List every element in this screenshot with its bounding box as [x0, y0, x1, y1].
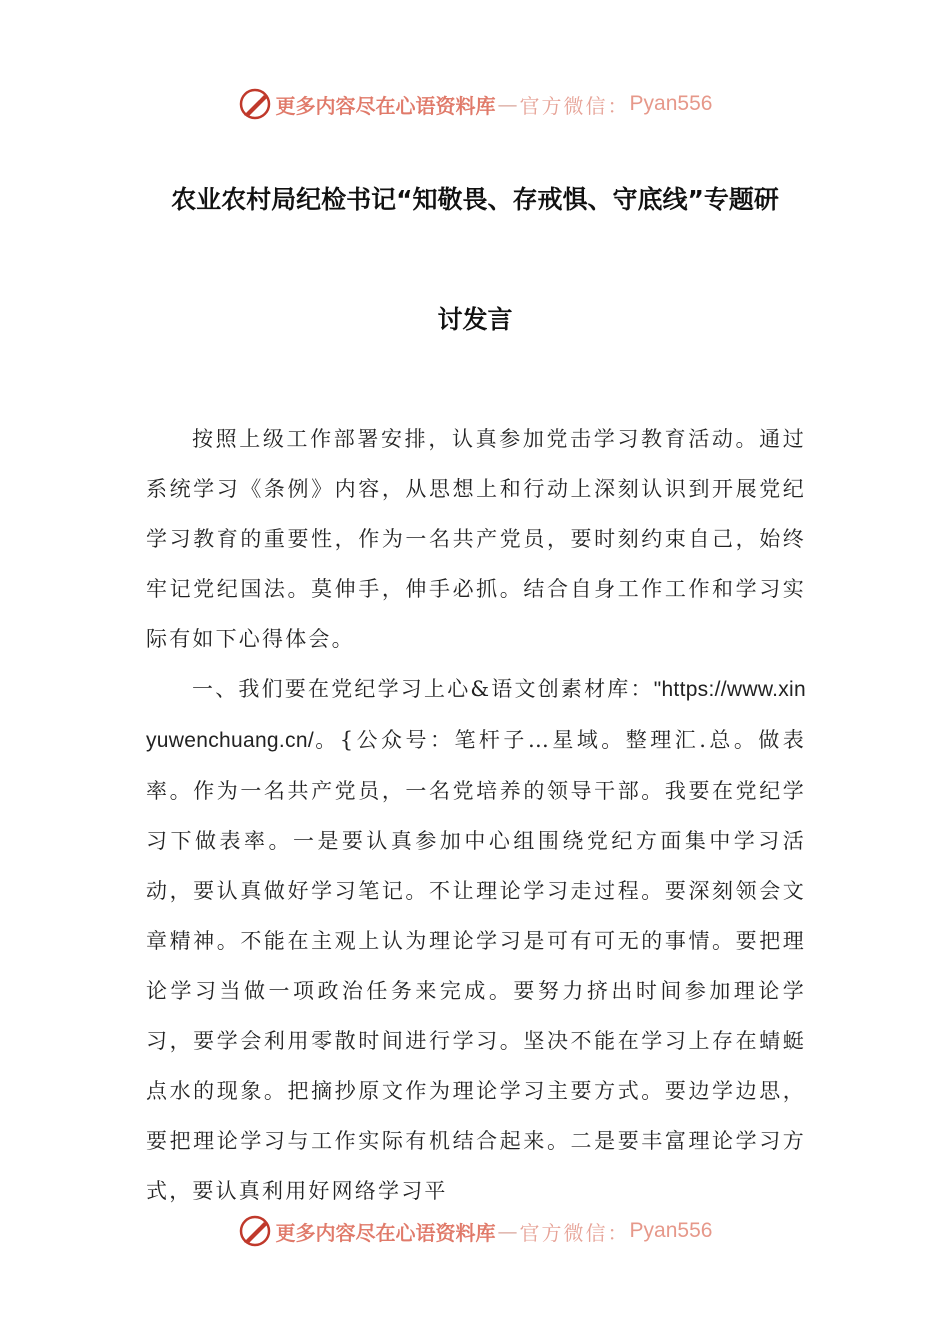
banner-main-text: 更多内容尽在心语资料库	[275, 1220, 496, 1245]
footer-watermark-banner	[0, 1211, 950, 1251]
paragraph-section-one-lead: 一、我们要在党纪学习上心&语文创素材库：	[192, 677, 654, 701]
paragraph-section-one	[146, 664, 806, 1216]
paragraph-section-one-body: 。{公众号：笔杆子…星域。整理汇.总。做表率。作为一名共产党员，一名党培养的领导干部。我要在党纪学习下做表率。一是要认真参加中心组围绕党纪方面集中学习活动，要认真做好学习笔记。不让理论学习走过程。要深刻领会文章精神。不能在主观上认为理论学习是可有可无的事情。要把理论学习当做一项政治任务来完成。要努力挤出时间参加理论学习，要学会利用零散时间进行学习。坚决不能在学习上存在蜻蜓点水的现象。把摘抄原文作为理论学习主要方式。要边学边思，要把理论学习与工作实际有机结合起来。二是要丰富理论学习方式，要认真利用好网络学习平	[146, 728, 806, 1203]
banner-dash: —	[497, 92, 518, 116]
document-title-line-2: 讨发言	[437, 305, 513, 334]
quill-logo-icon	[238, 87, 272, 121]
paragraph-intro: 按照上级工作部署安排，认真参加党击学习教育活动。通过系统学习《条例》内容，从思想上和行动上深刻认识到开展党纪学习教育的重要性，作为一名共产党员，要时刻约束自己，始终牢记党纪国法。莫伸手，伸手必抓。结合自身工作工作和学习实际有如下心得体会。	[146, 427, 806, 651]
banner-sub-text: 官方微信：	[519, 1220, 630, 1245]
banner-sub-text: 官方微信：	[519, 93, 630, 118]
quill-logo-icon	[238, 1214, 272, 1248]
document-body	[146, 414, 806, 1216]
banner-main-text: 更多内容尽在心语资料库	[275, 93, 496, 118]
source-url-text: "https://www.xinyuwenchuang.cn/	[146, 678, 807, 752]
banner-wechat-id: Pyan556	[629, 1219, 713, 1242]
header-watermark-banner	[0, 84, 950, 124]
banner-dash: —	[497, 1219, 518, 1243]
document-title-line-1: 农业农村局纪检书记“知敬畏、存戒惧、守底线”专题研	[171, 185, 779, 214]
banner-wechat-id: Pyan556	[629, 92, 713, 115]
